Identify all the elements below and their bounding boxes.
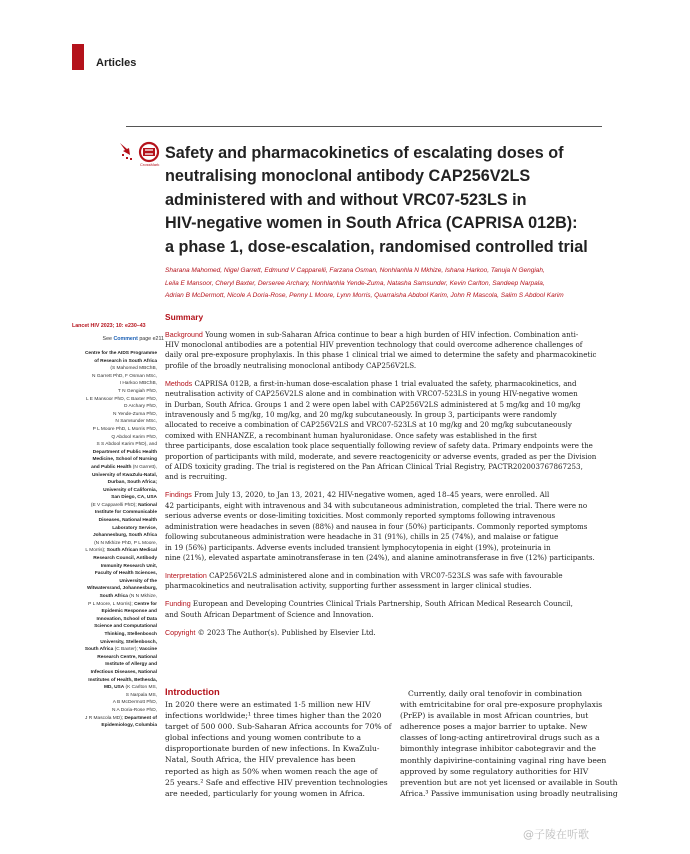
author-line: Adrian B McDermott, Nicole A Doria-Rose, Penny L Moore, Lynn Morris, Quarraisha Abdool Karim, John R Mascola, Salim S Abdool Karim [165,292,564,300]
introduction-column-1 [165,699,392,799]
title-line: neutralising monoclonal antibody CAP256V2LS [165,167,531,186]
affiliation-line: N Garrett PhD, F Osman MSc, [91,373,157,379]
interpretation-label: Interpretation [165,571,207,580]
affiliation-line: A B McDermott PhD, [112,700,157,706]
affiliation-line: of Research in South Africa [94,358,157,364]
affiliation-line: L Morris); South African Medical [85,548,157,554]
affiliation-line: Infectious Diseases, National [90,669,157,675]
funding-label: Funding [165,600,191,609]
affiliation-line: Durban, South Africa; [107,480,157,486]
body-text-line: reported as high as 50% when women reach the age of [165,766,378,776]
body-text-line: 25 years.² Safe and effective HIV prevention technologies [165,777,388,787]
body-text-line: target of 500 000. Sub-Saharan Africa accounts for 70% of [165,722,392,732]
affiliation-line: N A Doria-Rose PhD, [111,707,157,713]
introduction-heading: Introduction [165,686,220,697]
body-text-line: bimonthly integrase inhibitor cabotegravir and the [400,744,596,754]
affiliation-line: J R Mascola MD); Department of [85,715,157,721]
affiliation-line: University of California, [103,487,157,493]
author-line: Sharana Mahomed, Nigel Garrett, Edmund V Capparelli, Farzana Osman, Nonhlanhla N Mkhize, Ishana Harkoo, Tanuja N Gengiah, [165,267,545,274]
affiliation-line: and Public Health (N Garrett), [91,464,157,470]
introduction-column-2 [400,688,622,799]
affiliation-line: Johannesburg, South Africa [92,533,157,539]
affiliation-line: N Yende-Zuma PhD, [113,411,157,417]
affiliation-line: South Africa (C Baxter); Vaccine [84,647,157,653]
affiliation-line: T N Gengiah PhD, [117,388,157,394]
affiliation-line: Thinking, Stellenbosch [104,631,157,637]
crossmark-badge[interactable] [118,140,160,174]
affiliation-line: Laboratory Service, [112,525,157,531]
affiliation-line: University of the [119,578,157,584]
article-title [165,142,605,259]
abstract: Background Young women in sub-Saharan Africa continue to bear a high burden of HIV infection. Combination anti- HIV monoclonal antibodies are a potential HIV prevention technology that could overcome adherence challenges of daily oral pre-exposure prophylaxis. In this phase 1 clinical trial we aimed to determine the safety and pharmacokinetic profile of the broadly neutralising monoclonal antibody CAP256V2LS. Methods CAPRISA 012B, a first-in-human dose-escalation phase 1 trial evaluated the safety, pharmacokinetics, and neutralisation activity of CAP256V2LS alone and in combination with VRC07-523LS in young HIV-negative women in Durban, South Africa. Groups 1 and 2 were open label with CAP256V2LS administered at 5 mg/kg and 10 mg/kg intravenously and 5 mg/kg, 10 mg/kg, and 20 mg/kg subcutaneously. In group 3, participants were randomly allocated to receive a combination of CAP256V2LS and VRC07-523LS at 10 mg/kg and 20 mg/kg subcutaneously comixed with ENHANZE, a recombinant human hyaluronidase. Once safety was established in the first three participants, dose escalation took place sequentially following review of safety data. Primary endpoints were the proportion of participants with mild, moderate, and severe reactogenicity or adverse events, graded as per the Division of AIDS toxicity grading. The trial is registered on the Pan African Clinical Trial Registry, PACTR202003767867253, and is recruiting. Findings From July 13, 2020, to Jan 13, 2021, 42 HIV-negative women, aged 18–45 years, were enrolled. All 42 participants, eight with intravenous and 34 with subcutaneous administration, completed the trial. There were no serious adverse events or dose-limiting toxicities. Most commonly reported symptoms following intravenous administration were headaches in seven (88%) and nausea in four (50%) participants. Commonly reported symptoms following subcutaneous administration were headache in 31 (91%), chills in 25 (74%), and malaise or fatigue in 19 (56%) participants. Adverse events included transient lymphocytopenia in eight (19%), proteinuria in nine (21%), elevated aspartate aminotransferase in ten (24%), and alanine aminotransferase in five (12%) participants. Interpretation CAP256V2LS administered alone and in combination with VRC07-523LS was safe with favourable pharmacokinetics and neutralisation activity, supporting further assessment in larger clinical studies. Funding European and Developing Countries Clinical Trials Partnership, South African Medical Research Council, and South African Department of Science and Innovation. Copyright © 2023 The Author(s). Published by Elsevier Ltd. [165,329,597,637]
affiliation-line: P L Moore, L Morris); Centre for [88,601,157,607]
affiliation-line: (N N Mkhize PhD, P L Moore, [94,540,157,546]
methods-label: Methods [165,379,193,388]
body-text-line: Currently, daily oral tenofovir in combination [408,689,583,698]
affiliations-sidebar [64,350,157,730]
crossmark-label: CrossMark [140,162,160,167]
affiliation-line: Immunity Research Unit, [100,563,157,569]
comment-link[interactable]: Comment [113,336,138,342]
summary-heading: Summary [165,312,204,322]
affiliation-line: Innovation, School of Data [96,616,157,622]
body-text-line: (PrEP) is available in most African countries, but [400,711,589,721]
body-text-line: classes of long-acting antiretroviral drugs such as a [400,733,600,743]
affiliation-line: MD, USA (K Carlton MS, [103,685,157,691]
affiliation-line: (S Mahomed MBChB, [110,366,157,372]
affiliation-line: Epidemic Response and [101,609,157,615]
affiliation-line: S S Abdool Karim PhD), and [96,442,157,448]
affiliation-line: Science and Computational [94,624,157,630]
affiliation-line: I Harkoo MBChB, [119,381,157,387]
affiliation-line: N Samsunder MSc, [115,419,157,425]
affiliation-line: Department of Public Health [92,449,157,455]
section-label: Articles [96,57,137,69]
body-text-line: In 2020 there were an estimated 1·5 million new HIV [165,700,371,709]
affiliation-line: Faculty of Health Sciences, [94,571,157,577]
author-line: Leila E Mansoor, Cheryl Baxter, Derseree Archary, Nonhlanhla Yende-Zuma, Natasha Samsunder, Kevin Carlton, Sandeep Narpala, [165,279,545,287]
affiliation-line: Research Centre, National [97,654,157,660]
see-prefix: See [102,336,114,342]
title-line: Safety and pharmacokinetics of escalating doses of [165,144,564,162]
body-text-line: infections worldwide;¹ three times higher than the 2020 [165,711,382,721]
affiliation-line: University of KwaZulu-Natal, [91,472,157,478]
findings-label: Findings [165,491,192,500]
affiliation-line: Q Abdool Karim PhD, [111,434,157,440]
title-line: administered with and without VRC07-523LS in [165,190,527,209]
affiliation-line: South Africa (N N Mkhize, [99,594,157,599]
affiliation-line: Diseases, National Health [98,518,157,524]
affiliation-line: Witwatersrand, Johannesburg, [86,586,157,592]
copyright-label: Copyright [165,628,196,637]
see-comment-note [72,336,164,342]
affiliation-line: Epidemiology, Columbia [101,723,157,729]
body-text-line: global infections and young women contribute to a [165,733,362,743]
affiliation-line: Research Council, Antibody [93,556,157,562]
body-text-line: prevention but are not yet licensed or available in South [400,777,618,787]
affiliation-line: Institute of Allergy and [105,662,157,668]
title-line: a phase 1, dose-escalation, randomised controlled trial [165,237,588,256]
body-text-line: approved by some regulatory authorities for HIV [400,766,589,776]
body-text-line: Natal, South Africa, the HIV prevalence has been [165,755,356,765]
affiliation-line: University, Stellenbosch, [100,639,157,645]
author-list [165,265,605,303]
affiliation-line: Medicine, School of Nursing [92,457,157,463]
background-label: Background [165,330,203,339]
affiliation-line: D Archary PhD, [123,404,157,410]
affiliation-line: (E V Capparelli PhD); National [90,502,157,508]
title-divider [126,126,602,127]
affiliation-line: L E Mansoor PhD, C Baxter PhD, [85,396,157,402]
affiliation-line: Institute for Communicable [94,510,157,516]
journal-citation: Lancet HIV 2023; 10: e230–43 [72,323,146,329]
affiliation-line: Institutes of Health, Bethesda, [88,677,157,683]
body-text-line: with emtricitabine for oral pre-exposure prophylaxis [400,700,603,710]
body-text-line: Africa.³ Passive immunisation using broadly neutralising [400,788,618,798]
see-suffix: page e211 [137,336,164,342]
title-line: HIV-negative women in South Africa (CAPRISA 012B): [165,214,578,233]
body-text-line: adherence poses a major barrier to uptake. New [400,722,588,732]
body-text-line: are needed, particularly for young women in Africa. [165,788,365,798]
section-color-bar [72,44,84,70]
affiliation-line: San Diego, CA, USA [111,495,157,501]
body-text-line: disproportionate burden of new infections. In KwaZulu- [165,744,380,754]
affiliation-line: P L Moore PhD, L Morris PhD, [92,426,157,432]
affiliation-line: Centre for the AIDS Programme [84,351,157,356]
watermark: @子陵在听歌 [523,828,589,841]
affiliation-line: S Narpala MS, [125,692,157,698]
body-text-line: monthly dapivirine-containing vaginal ring have been [400,755,607,765]
